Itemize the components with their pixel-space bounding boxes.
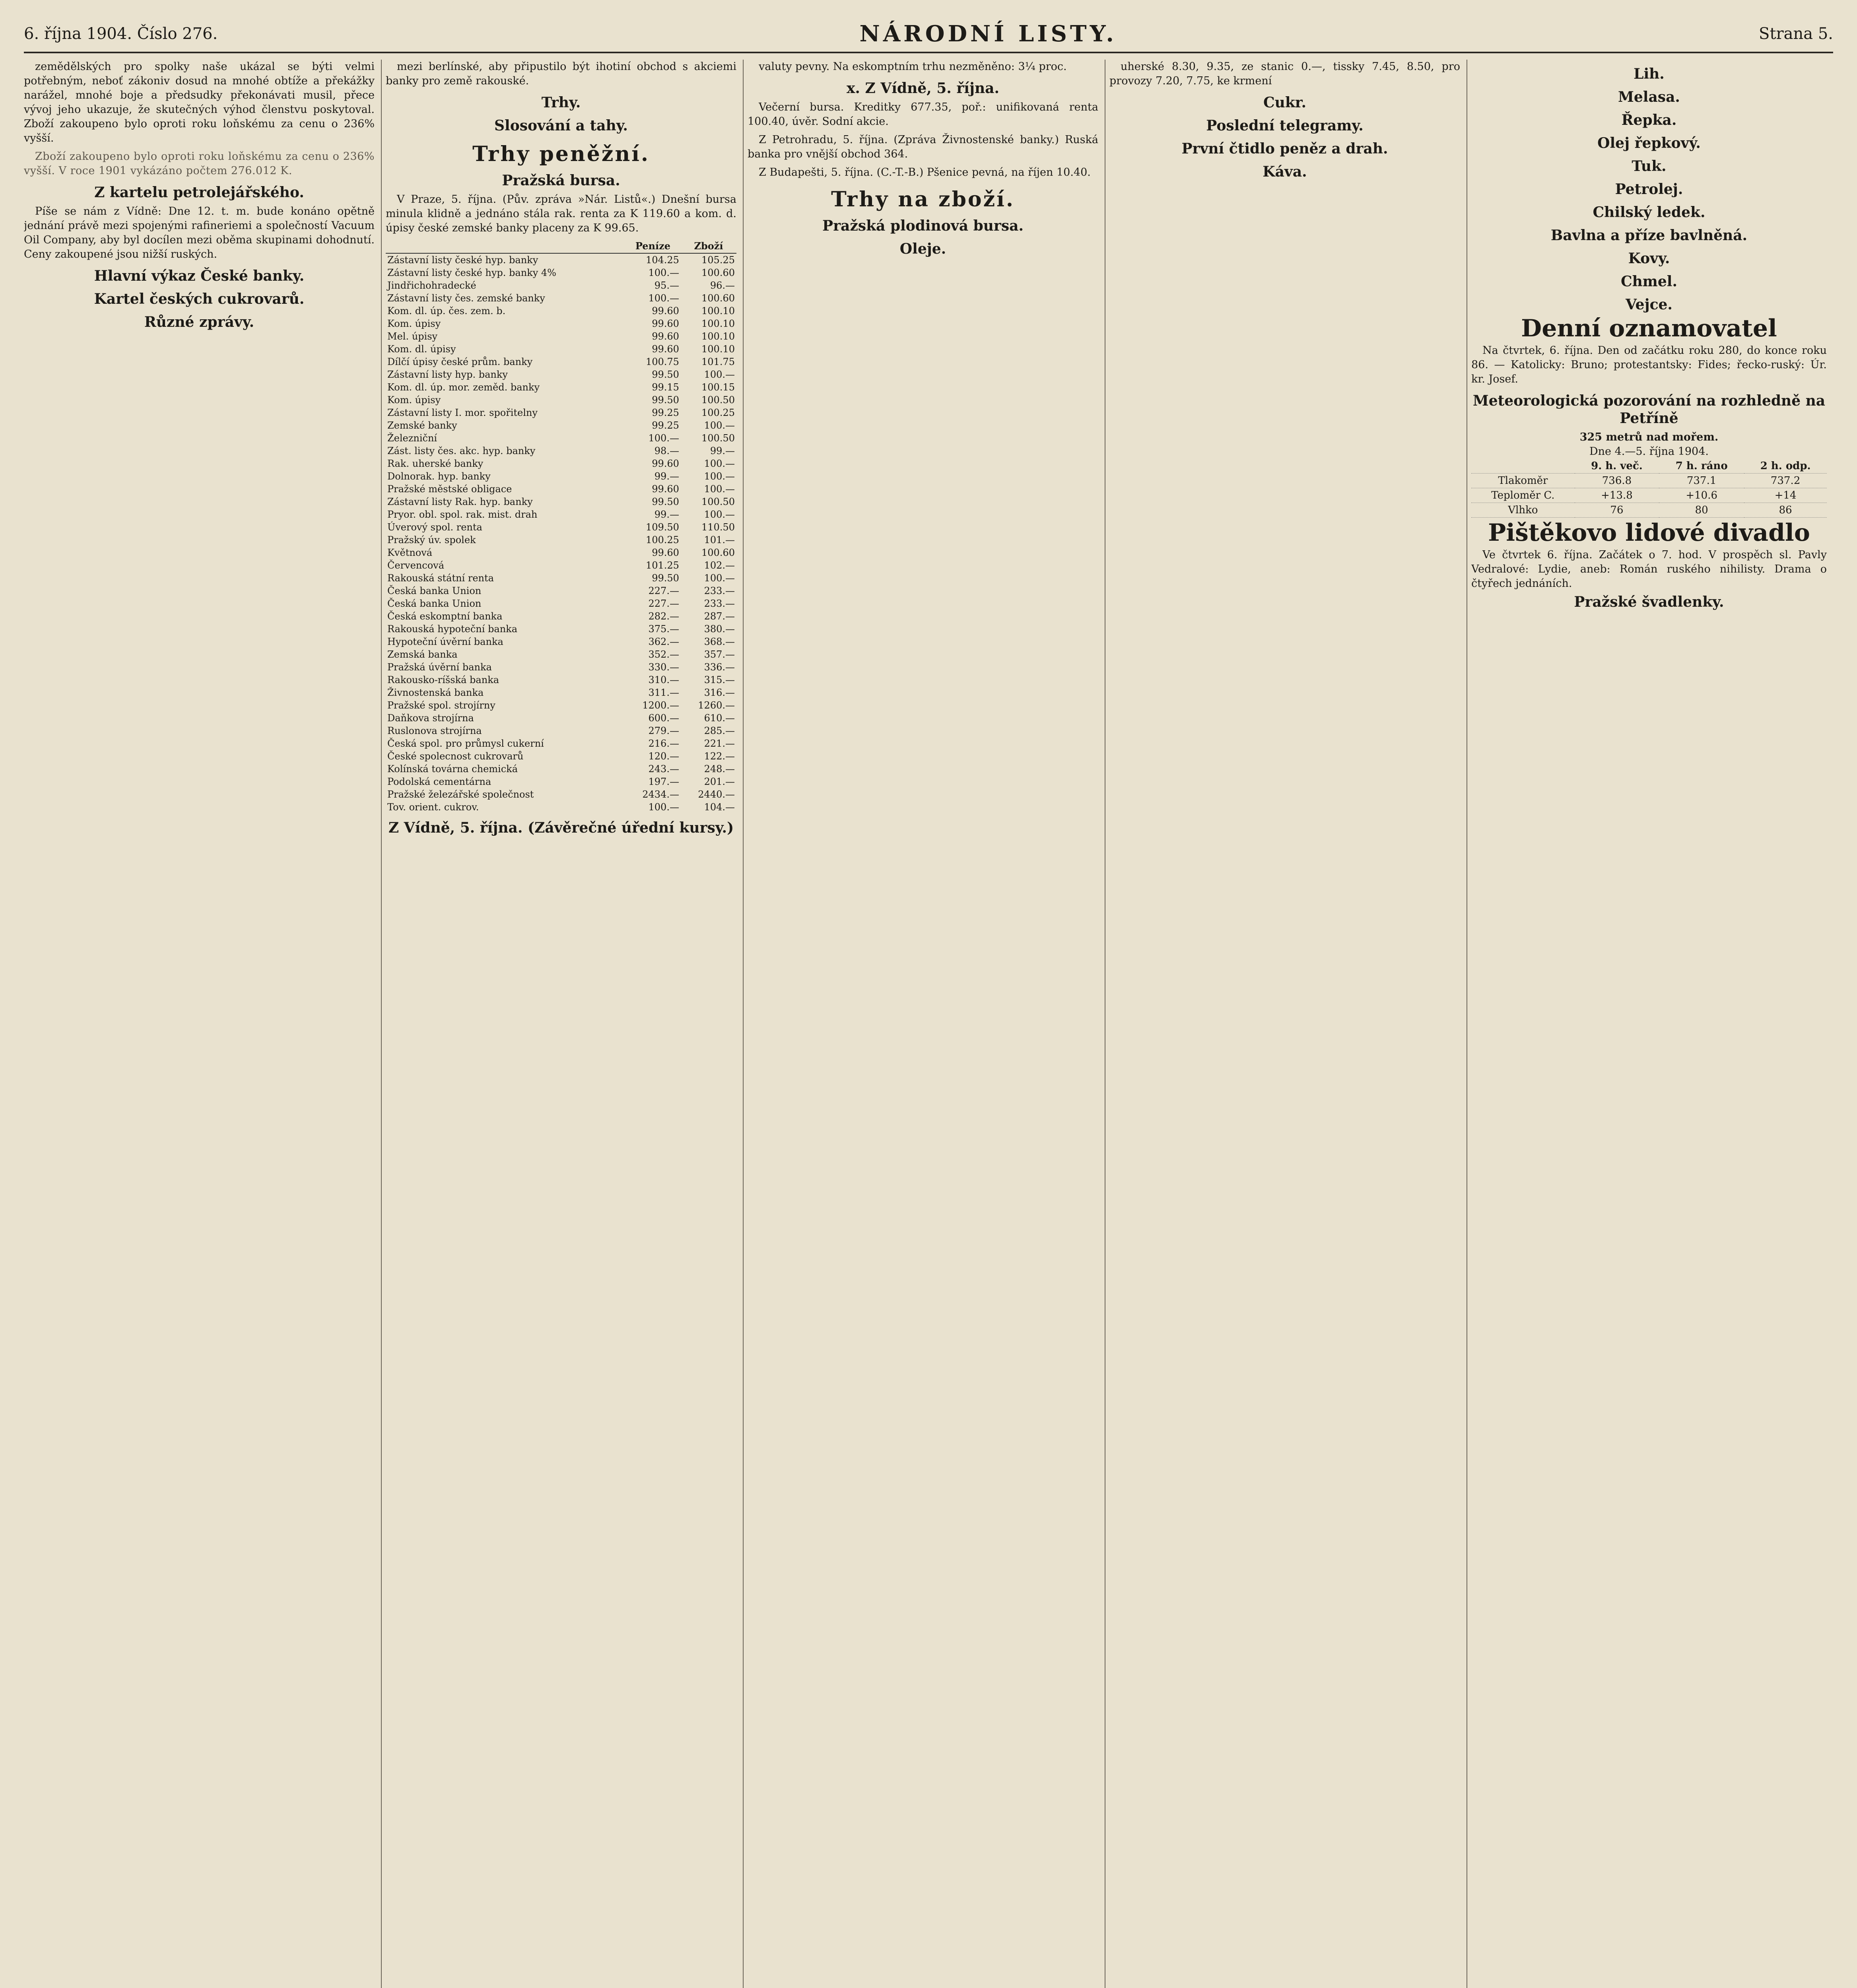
heading-prazska-bursa: Pražská bursa. <box>502 172 620 189</box>
meteo-cell: 76 <box>1575 503 1659 518</box>
meteo-altitude: 325 metrů nad mořem. <box>1579 431 1719 443</box>
quote-money: 227.— <box>648 585 679 596</box>
quote-goods: 287.— <box>704 611 735 622</box>
quote-name: Zástavní listy hyp. banky <box>387 369 508 380</box>
quotes-table <box>386 239 736 813</box>
column-3 <box>748 60 1105 1988</box>
quote-name: Kom. dl. úpisy <box>387 344 456 355</box>
quote-name: Česká spol. pro průmysl cukerní <box>387 738 544 749</box>
prague-bourse-text: V Praze, 5. října. (Pův. zpráva »Nár. Listů«.) Dnešní bursa minula klidně a jednáno stála rak. renta za K 119.60 a kom. d. úpisy české zemské banky placeny za K 99.65. <box>386 193 736 234</box>
article-lead: zemědělských pro spolky naše ukázal se býti velmi potřebným, neboť zákoniv dosud na mnohé obtíže a překážky narážel, mnohé boje a předsudky překonávati musil, přece vývoj jeho ukazuje, že skutečných výhod členstvu poskytoval. Zboží zakoupeno bylo oproti roku loňskému za cenu o 236% vyšší. <box>24 60 375 144</box>
quote-name: Pražská úvěrní banka <box>387 662 492 673</box>
quote-goods: 285.— <box>704 725 735 736</box>
quote-money: 311.— <box>648 687 679 698</box>
table-row <box>386 368 736 381</box>
quote-money: 310.— <box>648 674 679 685</box>
quote-money: 100.25 <box>645 534 679 546</box>
quote-money: 99.50 <box>652 573 679 584</box>
quote-name: Květnová <box>387 547 433 558</box>
ad-denni-text: Na čtvrtek, 6. října. Den od začátku roku 280, do konce roku 86. — Katolicky: Bruno; protestantsky: Fides; řecko-ruský: Úr. kr. Josef. <box>1471 344 1827 385</box>
budapest-text: Z Budapešti, 5. října. (C.-T.-B.) Pšenice pevná, na říjen 10.40. <box>759 166 1091 179</box>
meteo-date: Dne 4.—5. října 1904. <box>1589 445 1709 458</box>
quote-goods: 100.— <box>704 471 735 482</box>
quote-goods: 100.15 <box>701 382 735 393</box>
quote-name: Hypoteční úvěrní banka <box>387 636 503 647</box>
table-row <box>386 737 736 750</box>
table-row <box>386 534 736 546</box>
quote-money: 282.— <box>648 611 679 622</box>
meteo-cell: 86 <box>1744 503 1827 518</box>
quote-goods: 96.— <box>710 280 735 291</box>
quote-goods: 100.10 <box>701 305 735 316</box>
table-row <box>386 521 736 534</box>
quote-money: 216.— <box>648 738 679 749</box>
quote-goods: 357.— <box>704 649 735 660</box>
quote-money: 330.— <box>648 662 679 673</box>
article-lead: mezi berlínské, aby připustilo být ihotiní obchod s akciemi banky pro země rakouské. <box>386 60 736 87</box>
heading-misc: Různé zprávy. <box>144 314 254 330</box>
quote-money: 243.— <box>648 763 679 775</box>
quote-money: 99.60 <box>652 547 679 558</box>
meteo-body <box>1471 474 1827 518</box>
table-row <box>386 483 736 495</box>
heading-cukr: Cukr. <box>1263 94 1306 111</box>
column-2 <box>386 60 744 1988</box>
heading-trhy: Trhy. <box>541 94 581 111</box>
quote-money: 100.— <box>648 802 679 813</box>
quote-name: Zástavní listy české hyp. banky 4% <box>387 267 556 278</box>
quote-goods: 315.— <box>704 674 735 685</box>
evening-bourse-text: Večerní bursa. Kreditky 677.35, poř.: unifikovaná renta 100.40, úvěr. Sodní akcie. <box>748 101 1098 128</box>
quote-money: 279.— <box>648 725 679 736</box>
table-row <box>386 266 736 279</box>
table-row <box>386 788 736 801</box>
page-number: Strana 5. <box>1759 25 1833 43</box>
quote-name: Tov. orient. cukrov. <box>387 802 479 813</box>
quote-goods: 610.— <box>704 712 735 724</box>
quote-goods: 2440.— <box>698 789 735 800</box>
quote-goods: 101.— <box>704 534 735 546</box>
quote-name: Dolnorak. hyp. banky <box>387 471 491 482</box>
heading-oleje: Oleje. <box>899 241 946 257</box>
quote-goods: 233.— <box>704 585 735 596</box>
heading-telegrams: Poslední telegramy. <box>1206 117 1364 134</box>
quotes-body <box>386 253 736 813</box>
heading-petrolej: Petrolej. <box>1615 181 1683 198</box>
quote-goods: 248.— <box>704 763 735 775</box>
heading-chmel: Chmel. <box>1620 273 1678 290</box>
table-row <box>386 597 736 610</box>
table-row <box>386 635 736 648</box>
quote-name: Mel. úpisy <box>387 331 438 342</box>
quote-goods: 100.— <box>704 420 735 431</box>
quote-name: Pražské městské obligace <box>387 483 512 495</box>
quote-name: Zemská banka <box>387 649 458 660</box>
quote-goods: 380.— <box>704 623 735 635</box>
quote-name: Úverový spol. renta <box>387 522 482 533</box>
quote-money: 99.50 <box>652 369 679 380</box>
quote-money: 100.— <box>648 267 679 278</box>
heading-telegrams-sub: První čtidlo peněz a drah. <box>1181 140 1388 157</box>
table-row <box>386 686 736 699</box>
quote-goods: 105.25 <box>701 254 735 266</box>
article-lead: valuty pevny. Na eskomptním trhu nezměněno: 3¼ proc. <box>759 60 1067 73</box>
quote-goods: 233.— <box>704 598 735 609</box>
table-row <box>386 406 736 419</box>
quote-money: 2434.— <box>642 789 679 800</box>
heading-ledek: Chilský ledek. <box>1593 204 1705 221</box>
ad-svadlenky: Pražské švadlenky. <box>1574 594 1724 610</box>
heading-bank: Hlavní výkaz České banky. <box>94 268 305 284</box>
quote-goods: 100.— <box>704 458 735 469</box>
table-row <box>386 253 736 266</box>
quote-goods: 100.10 <box>701 344 735 355</box>
table-row <box>386 470 736 483</box>
quote-name: Daňkova strojírna <box>387 712 474 724</box>
table-row <box>386 292 736 305</box>
petersburg-text: Z Petrohradu, 5. října. (Zpráva Živnostenské banky.) Ruská banka pro vnější obchod 364. <box>748 134 1098 160</box>
table-row <box>386 572 736 584</box>
table-row <box>386 508 736 521</box>
quote-goods: 100.50 <box>701 496 735 507</box>
quote-money: 99.25 <box>652 407 679 418</box>
table-row <box>386 559 736 572</box>
quote-money: 99.60 <box>652 305 679 316</box>
quote-name: Rakouská státní renta <box>387 573 494 584</box>
newspaper-page <box>24 16 1833 1988</box>
quote-money: 600.— <box>648 712 679 724</box>
quote-goods: 102.— <box>704 560 735 571</box>
quote-name: Kom. dl. úp. mor. zeměd. banky <box>387 382 540 393</box>
quote-name: České spolecnost cukrovarů <box>387 751 524 762</box>
table-row <box>386 724 736 737</box>
quote-money: 98.— <box>654 445 679 456</box>
quote-money: 99.60 <box>652 331 679 342</box>
quote-name: Pryor. obl. spol. rak. mist. drah <box>387 509 538 520</box>
quotes-head-money: Peníze <box>625 239 681 253</box>
quote-name: Dílčí úpisy české prům. banky <box>387 356 533 367</box>
meteo-cell: +14 <box>1744 488 1827 503</box>
quote-goods: 316.— <box>704 687 735 698</box>
quote-name: Zástavní listy čes. zemské banky <box>387 293 545 304</box>
quote-name: Železniční <box>387 433 437 444</box>
quote-money: 95.— <box>654 280 679 291</box>
quote-goods: 101.75 <box>701 356 735 367</box>
meteo-head-cell: 9. h. več. <box>1575 459 1659 474</box>
quote-money: 375.— <box>648 623 679 635</box>
table-row <box>386 495 736 508</box>
quote-money: 99.15 <box>652 382 679 393</box>
quote-money: 100.— <box>648 433 679 444</box>
table-row <box>386 712 736 724</box>
quote-money: 1200.— <box>642 700 679 711</box>
quote-name: Pražské spol. strojírny <box>387 700 495 711</box>
quote-name: Pražské železářské společnost <box>387 789 534 800</box>
table-row <box>386 674 736 686</box>
column-5 <box>1471 60 1833 1988</box>
heading-plodinova-bursa: Pražská plodinová bursa. <box>822 217 1024 234</box>
quote-name: Jindřichohradecké <box>387 280 476 291</box>
meteo-head-cell: 7 h. ráno <box>1659 459 1744 474</box>
quote-name: Rakousko-ríšská banka <box>387 674 499 685</box>
table-row <box>386 381 736 394</box>
table-row <box>386 610 736 623</box>
quote-name: Rak. uherské banky <box>387 458 484 469</box>
table-row <box>386 445 736 457</box>
column-1 <box>24 60 382 1988</box>
quote-money: 104.25 <box>645 254 679 266</box>
table-row <box>386 763 736 775</box>
quote-goods: 100.— <box>704 483 735 495</box>
quote-name: Ruslonova strojírna <box>387 725 482 736</box>
quote-goods: 100.— <box>704 573 735 584</box>
issue-date: 6. října 1904. Číslo 276. <box>24 25 218 43</box>
heading-kovy: Kovy. <box>1628 250 1670 267</box>
heading-vacuum: Z kartelu petrolejářského. <box>94 184 304 201</box>
heading-lih: Lih. <box>1634 66 1665 82</box>
quote-name: Kolínská továrna chemická <box>387 763 518 775</box>
quote-name: Zástavní listy Rak. hyp. banky <box>387 496 533 507</box>
quote-goods: 201.— <box>704 776 735 787</box>
columns <box>24 60 1833 1988</box>
quote-goods: 100.— <box>704 509 735 520</box>
quote-money: 99.60 <box>652 483 679 495</box>
quote-money: 99.— <box>654 471 679 482</box>
heading-repka: Řepka. <box>1621 112 1677 128</box>
quote-money: 227.— <box>648 598 679 609</box>
quote-name: Kom. úpisy <box>387 318 441 329</box>
table-row <box>386 775 736 788</box>
quote-name: Rakouská hypoteční banka <box>387 623 518 635</box>
quote-goods: 368.— <box>704 636 735 647</box>
heading-cartel: Kartel českých cukrovarů. <box>94 291 305 307</box>
quote-name: Česká banka Union <box>387 585 482 596</box>
quote-money: 99.25 <box>652 420 679 431</box>
quote-money: 99.60 <box>652 458 679 469</box>
heading-vienna-evening: x. Z Vídně, 5. října. <box>846 80 1000 97</box>
table-row <box>386 699 736 712</box>
ad-pistekovo-text: Ve čtvrtek 6. října. Začátek o 7. hod. V prospěch sl. Pavly Vedralové: Lydie, aneb: Román ruského nihilisty. Drama o čtyřech jednáních. <box>1471 549 1827 590</box>
quote-name: Zemské banky <box>387 420 457 431</box>
table-row <box>386 394 736 406</box>
quote-goods: 100.25 <box>701 407 735 418</box>
quote-goods: 104.— <box>704 802 735 813</box>
newspaper-title: NÁRODNÍ LISTY. <box>859 21 1117 47</box>
meteo-cell: Tlakoměr <box>1471 474 1575 488</box>
table-row <box>386 750 736 763</box>
article-body: Zboží zakoupeno bylo oproti roku loňskému za cenu o 236% vyšší. V roce 1901 vykázáno počtem 276.012 K. <box>24 150 375 177</box>
heading-trhy-na-zbozi: Trhy na zboží. <box>831 187 1015 212</box>
article-lead: uherské 8.30, 9.35, ze stanic 0.—, tissky 7.45, 8.50, pro provozy 7.20, 7.75, ke krmení <box>1109 60 1460 87</box>
table-row <box>386 457 736 470</box>
table-row <box>386 305 736 317</box>
table-row <box>386 279 736 292</box>
heading-melasa: Melasa. <box>1618 89 1680 105</box>
quote-goods: 100.60 <box>701 267 735 278</box>
quote-money: 99.50 <box>652 496 679 507</box>
quote-name: Kom. úpisy <box>387 394 441 406</box>
heading-vienna: Z Vídně, 5. října. (Závěrečné úřední kursy.) <box>388 819 734 836</box>
quote-name: Podolská cementárna <box>387 776 491 787</box>
quote-name: Česká banka Union <box>387 598 482 609</box>
column-4 <box>1109 60 1467 1988</box>
masthead <box>24 16 1833 53</box>
quote-money: 100.75 <box>645 356 679 367</box>
quotes-head-name <box>386 239 625 253</box>
table-row <box>1471 503 1827 518</box>
quote-money: 99.60 <box>652 318 679 329</box>
quote-money: 109.50 <box>645 522 679 533</box>
quote-money: 99.50 <box>652 394 679 406</box>
table-row <box>386 432 736 445</box>
meteo-head-cell: 2 h. odp. <box>1744 459 1827 474</box>
quotes-head-goods: Zboží <box>681 239 736 253</box>
meteo-table <box>1471 459 1827 518</box>
table-row <box>386 623 736 635</box>
heading-kava: Káva. <box>1263 163 1307 180</box>
meteo-head-cell <box>1471 459 1575 474</box>
table-row <box>386 317 736 330</box>
quote-goods: 100.50 <box>701 394 735 406</box>
meteo-cell: +10.6 <box>1659 488 1744 503</box>
quote-goods: 99.— <box>710 445 735 456</box>
heading-slosovani: Slosování a tahy. <box>494 117 628 134</box>
quote-money: 362.— <box>648 636 679 647</box>
ad-pistekovo: Pištěkovo lidové divadlo <box>1488 519 1810 547</box>
quote-goods: 122.— <box>704 751 735 762</box>
heading-bavlna: Bavlna a příze bavlněná. <box>1550 227 1748 244</box>
quote-goods: 100.— <box>704 369 735 380</box>
heading-vejce: Vejce. <box>1626 296 1672 313</box>
ad-denni-oznamovatel: Denní oznamovatel <box>1521 315 1777 342</box>
table-row <box>386 801 736 813</box>
quote-goods: 336.— <box>704 662 735 673</box>
meteo-head <box>1471 459 1827 474</box>
table-row <box>386 584 736 597</box>
quote-name: Živnostenská banka <box>387 687 484 698</box>
quote-goods: 100.50 <box>701 433 735 444</box>
table-row <box>386 661 736 674</box>
heading-trhy-penezni: Trhy peněžní. <box>472 142 650 166</box>
table-row <box>386 343 736 355</box>
meteo-cell: +13.8 <box>1575 488 1659 503</box>
quote-money: 99.60 <box>652 344 679 355</box>
vacuum-text: Píše se nám z Vídně: Dne 12. t. m. bude konáno opětně jednání právě mezi spojenými rafineriemi a společností Vacuum Oil Company, aby byl docílen mezi oběma skupinami dohodnutí. Ceny zakoupené jsou nižší ruských. <box>24 205 375 260</box>
quote-goods: 100.60 <box>701 293 735 304</box>
meteo-cell: 737.2 <box>1744 474 1827 488</box>
meteo-cell: Teploměr C. <box>1471 488 1575 503</box>
meteo-cell: Vlhko <box>1471 503 1575 518</box>
quote-name: Zástavní listy české hyp. banky <box>387 254 538 266</box>
table-row <box>386 419 736 432</box>
quote-money: 197.— <box>648 776 679 787</box>
quote-goods: 110.50 <box>701 522 735 533</box>
quote-name: Pražský úv. spolek <box>387 534 476 546</box>
quote-name: Kom. dl. úp. čes. zem. b. <box>387 305 506 316</box>
meteo-cell: 736.8 <box>1575 474 1659 488</box>
quote-money: 120.— <box>648 751 679 762</box>
table-row <box>1471 488 1827 503</box>
quote-goods: 1260.— <box>698 700 735 711</box>
quote-name: Zást. listy čes. akc. hyp. banky <box>387 445 536 456</box>
quote-goods: 100.10 <box>701 318 735 329</box>
quote-money: 100.— <box>648 293 679 304</box>
quote-money: 99.— <box>654 509 679 520</box>
quote-name: Česká eskomptní banka <box>387 611 503 622</box>
quote-goods: 221.— <box>704 738 735 749</box>
quote-money: 352.— <box>648 649 679 660</box>
table-row <box>386 330 736 343</box>
heading-meteo: Meteorologická pozorování na rozhledně na Petříně <box>1472 392 1826 427</box>
table-row <box>386 648 736 661</box>
quote-goods: 100.60 <box>701 547 735 558</box>
quote-money: 101.25 <box>645 560 679 571</box>
quote-name: Červencová <box>387 560 445 571</box>
table-row <box>386 355 736 368</box>
table-row <box>386 546 736 559</box>
table-row <box>1471 474 1827 488</box>
meteo-cell: 80 <box>1659 503 1744 518</box>
heading-olej-repkovy: Olej řepkový. <box>1597 135 1701 151</box>
quote-name: Zástavní listy I. mor. spořitelny <box>387 407 538 418</box>
heading-tuk: Tuk. <box>1632 158 1667 175</box>
meteo-cell: 737.1 <box>1659 474 1744 488</box>
quote-goods: 100.10 <box>701 331 735 342</box>
